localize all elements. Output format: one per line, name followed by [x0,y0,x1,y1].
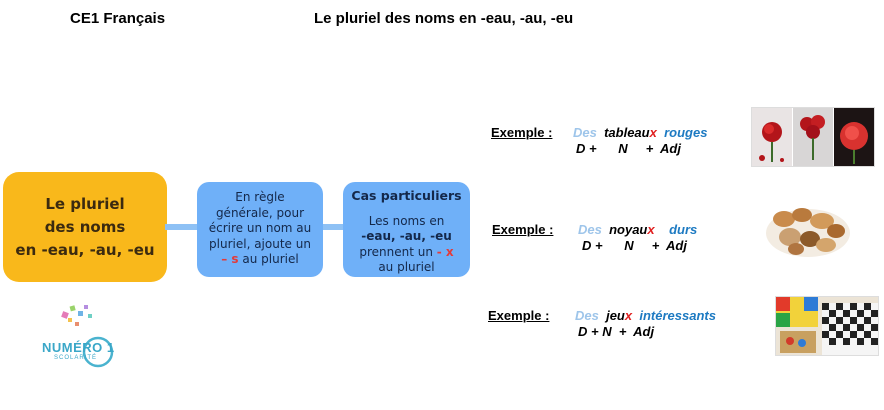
noun-stem: noyau [609,222,648,237]
special-cases-title: Cas particuliers [351,188,462,203]
logo-sub: SCOLARITÉ [54,355,98,361]
example-formula: D + N + Adj [576,141,681,156]
determiner: Des [575,308,599,323]
special-cases-box [343,182,470,277]
rule-text: au pluriel [242,252,299,266]
general-rule-box [197,182,323,277]
nuts-photo-icon [764,201,852,259]
rule-line [203,252,317,268]
special-line: Les noms en [368,213,445,228]
logo-name: NUMÉRO 1 [42,340,115,355]
example-label: Exemple : [492,222,554,237]
example-formula: D + N + Adj [578,324,655,339]
board-games-photo-icon [775,296,879,356]
rule-line: écrire un nom au [208,221,312,235]
logo-graphic-icon [38,302,128,372]
example-formula: D + N + Adj [582,238,687,253]
page-title: Le pluriel des noms en -eau, -au, -eu [314,10,574,27]
noun-ending: x [649,125,657,140]
adjective: durs [669,222,698,237]
level-label: CE1 Français [70,10,166,27]
noun-stem: jeu [606,308,625,323]
main-line-3: en -eau, -au, -eu [15,240,155,259]
numero1-logo [38,302,128,372]
example-label: Exemple : [491,125,553,140]
main-line-2: des noms [44,217,126,236]
suffix-x: - x [436,244,454,259]
special-endings: -eau, -au, -eu [361,229,452,243]
special-line [349,245,464,261]
example-label: Exemple : [488,308,550,323]
adjective: intéressants [639,308,716,323]
rule-line: En règle [235,190,285,204]
example-phrase [578,222,697,237]
determiner: Des [573,125,597,140]
main-line-1: Le pluriel [45,194,125,213]
example-phrase [575,308,716,323]
main-topic-box [3,172,167,282]
rule-line: pluriel, ajoute un [209,236,311,251]
suffix-s: – s [221,252,239,266]
noun-ending: x [647,222,655,237]
adjective: rouges [664,125,708,140]
connector-line [165,224,199,230]
noun-ending: x [624,308,633,323]
determiner: Des [578,222,602,237]
special-text: prennent un [359,244,433,259]
rule-line: générale, pour [215,205,305,220]
example-phrase [573,125,707,140]
special-line: au pluriel [378,260,435,274]
noun-stem: tableau [604,125,650,140]
roses-photo-icon [751,107,875,167]
